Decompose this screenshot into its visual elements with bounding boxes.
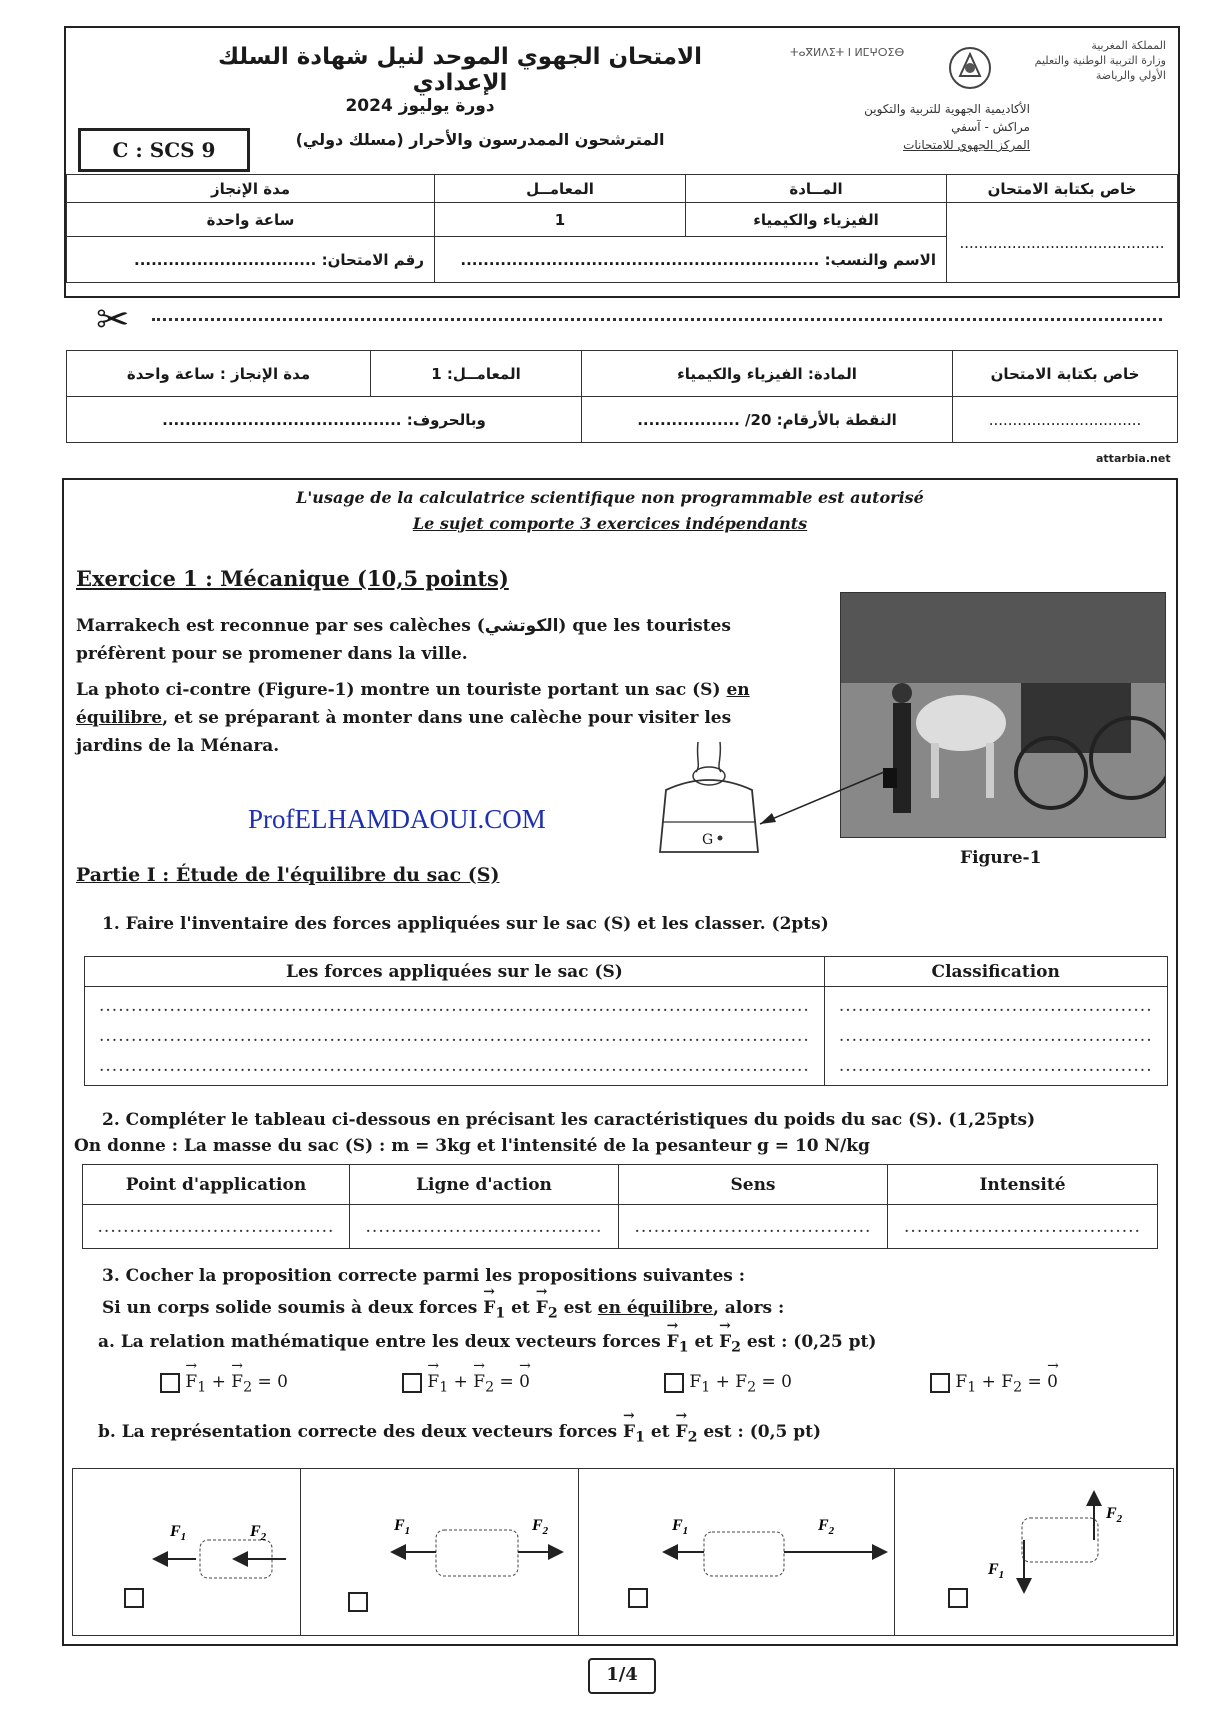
sujet-note: Le sujet comporte 3 exercices indépendants bbox=[412, 514, 808, 533]
opt-a4-zero: → 0 bbox=[1047, 1372, 1058, 1392]
dots-line-5: ................................................. bbox=[838, 1026, 1153, 1046]
f2-sub-a: 2 bbox=[731, 1339, 742, 1356]
opt-a2-eq: = bbox=[494, 1372, 520, 1392]
forces-answer-cell[interactable] bbox=[85, 987, 825, 1086]
opt-a4-f1-s: 1 bbox=[967, 1379, 977, 1396]
reserved-dots: ........................................... bbox=[947, 203, 1178, 283]
opt-a3-f2-l: F bbox=[735, 1372, 748, 1392]
candidates-label: المترشحون الممدرسون والأحرار (مسلك دولي) bbox=[295, 130, 665, 149]
score-digits-field[interactable]: النقطة بالأرقام: 20/ .................. bbox=[582, 397, 953, 443]
action-line-header: Ligne d'action bbox=[350, 1165, 619, 1205]
subject-header: المــادة bbox=[686, 175, 947, 203]
exercise1-title: Exercice 1 : Mécanique (10,5 points) bbox=[76, 566, 509, 591]
cond-a: Si un corps solide soumis à deux forces bbox=[102, 1298, 484, 1318]
checkbox-b4[interactable] bbox=[948, 1588, 968, 1608]
center-label: المركز الجهوي للامتحانات bbox=[903, 138, 1030, 152]
f2-vector-b bbox=[676, 1422, 698, 1445]
academy-label: الأكاديمية الجهوية للتربية والتكوين bbox=[864, 102, 1030, 116]
cond-underlined: en équilibre bbox=[597, 1298, 713, 1318]
d1-f1-label: $F_1$ bbox=[170, 1523, 187, 1543]
diagram-divider-2 bbox=[578, 1468, 579, 1636]
opt-a4-eq: = bbox=[1022, 1372, 1048, 1392]
weight-table bbox=[82, 1164, 1158, 1249]
checkbox-a1[interactable] bbox=[160, 1373, 180, 1393]
direction-header: Sens bbox=[619, 1165, 888, 1205]
diagram-1 bbox=[150, 1512, 290, 1582]
part1-title: Partie I : Étude de l'équilibre du sac (S) bbox=[76, 864, 500, 886]
option-a4[interactable] bbox=[930, 1372, 1058, 1395]
cond-c: , alors : bbox=[712, 1298, 785, 1318]
question-3: 3. Cocher la proposition correcte parmi les propositions suivantes : bbox=[102, 1266, 746, 1286]
opt-a2-f2-l: F bbox=[473, 1372, 486, 1392]
opt-a3-plus: + bbox=[710, 1372, 736, 1392]
classification-header: Classification bbox=[824, 957, 1167, 987]
f1-letter: F bbox=[483, 1298, 496, 1318]
p1-part-b: ) que les touristes préfèrent pour se promener dans la ville. bbox=[76, 616, 731, 664]
application-point-header: Point d'application bbox=[83, 1165, 350, 1205]
score-table bbox=[66, 350, 1178, 443]
checkbox-a2[interactable] bbox=[402, 1373, 422, 1393]
bag-center-label: G bbox=[702, 832, 714, 848]
kingdom-block bbox=[1006, 38, 1166, 83]
exam-code-text: C : SCS 9 bbox=[112, 138, 216, 162]
diagram-2 bbox=[388, 1506, 568, 1582]
caleche-icon bbox=[841, 593, 1165, 837]
opt-a1-f2-l: F bbox=[231, 1372, 244, 1392]
direction-cell[interactable]: ..................................... bbox=[619, 1205, 888, 1249]
opt-a2-f1-s: 1 bbox=[439, 1379, 449, 1396]
opt-a3-f1-s: 1 bbox=[701, 1379, 711, 1396]
d1-f2-label: $F_2$ bbox=[250, 1523, 267, 1543]
page-number-text: 1/4 bbox=[606, 1664, 638, 1685]
question-2: 2. Compléter le tableau ci-dessous en précisant les caractéristiques du poids du sac (S). (1,25pts) bbox=[102, 1110, 1036, 1130]
exam-code bbox=[78, 128, 250, 172]
coef-2: المعامــل: 1 bbox=[371, 351, 582, 397]
cut-line bbox=[152, 318, 1162, 321]
figure-1-photo bbox=[840, 592, 1166, 838]
opt-a4-f2-s: 2 bbox=[1013, 1379, 1023, 1396]
f1-vector bbox=[483, 1298, 505, 1321]
application-point-cell[interactable]: ..................................... bbox=[83, 1205, 350, 1249]
and-2: et bbox=[688, 1332, 720, 1352]
opt-a2-f2-s: 2 bbox=[485, 1379, 495, 1396]
d4-f2-label: $F_2$ bbox=[1106, 1505, 1123, 1525]
ministry-label: وزارة التربية الوطنية والتعليم الأولي والرياضة bbox=[1034, 54, 1166, 82]
opt-a3-eq: = 0 bbox=[756, 1372, 792, 1392]
name-field[interactable]: الاسم والنسب: ............................................................... bbox=[435, 237, 947, 283]
q3b-a: b. La représentation correcte des deux vecteurs forces bbox=[98, 1422, 624, 1442]
f1-sub-a: 1 bbox=[678, 1339, 689, 1356]
opt-a1-f1-l: F bbox=[185, 1372, 198, 1392]
question-3-condition bbox=[102, 1298, 784, 1321]
kingdom-label: المملكة المغربية bbox=[1091, 39, 1166, 52]
opt-a3-f2-s: 2 bbox=[747, 1379, 757, 1396]
duration-value: ساعة واحدة bbox=[67, 203, 435, 237]
opt-a4-f2-l: F bbox=[1001, 1372, 1014, 1392]
p1-part-a: Marrakech est reconnue par ses calèches ( bbox=[76, 616, 485, 636]
watermark: ProfELHAMDAOUI.COM bbox=[248, 804, 546, 834]
f1-sub: 1 bbox=[495, 1305, 506, 1322]
opt-a1-f2-s: 2 bbox=[243, 1379, 253, 1396]
f1-vector-a bbox=[667, 1332, 689, 1355]
ex1-paragraph-1 bbox=[76, 612, 776, 668]
question-3a bbox=[98, 1332, 876, 1355]
tifinagh-label: ⵜⴰⴳⵍⴷⵉⵜ ⵏ ⵍⵎⵖⵔⵉⴱ bbox=[790, 46, 905, 59]
opt-a2-f1-l: F bbox=[427, 1372, 440, 1392]
opt-a4-f1-l: F bbox=[955, 1372, 968, 1392]
duration-header: مدة الإنجاز bbox=[67, 175, 435, 203]
action-line-cell[interactable]: ..................................... bbox=[350, 1205, 619, 1249]
f1-letter-a: F bbox=[666, 1332, 679, 1352]
diagram-divider-3 bbox=[894, 1468, 895, 1636]
forces-table bbox=[84, 956, 1168, 1086]
opt-a3-f1-l: F bbox=[689, 1372, 702, 1392]
diagram-divider-1 bbox=[300, 1468, 301, 1636]
d3-f1-label: $F_1$ bbox=[672, 1517, 689, 1537]
figure-1-caption: Figure-1 bbox=[960, 848, 1042, 868]
p1-arabic: الكوتشي bbox=[484, 616, 559, 636]
opt-a2-f2 bbox=[473, 1372, 494, 1395]
opt-a1-f2 bbox=[231, 1372, 252, 1395]
question-3b bbox=[98, 1422, 821, 1445]
reserved-header: خاص بكتابة الامتحان bbox=[947, 175, 1178, 203]
site-label: attarbia.net bbox=[1096, 452, 1171, 465]
exam-number-field[interactable]: رقم الامتحان: ................................ bbox=[67, 237, 435, 283]
coef-header: المعامــل bbox=[435, 175, 686, 203]
p2-part-b: , et se préparant à monter dans une calèche pour visiter les jardins de la Ménara. bbox=[76, 708, 732, 756]
scissors-icon: ✂ bbox=[96, 297, 130, 343]
diagram-3 bbox=[658, 1506, 888, 1582]
academy-block bbox=[830, 100, 1030, 154]
f2-vector-a bbox=[719, 1332, 741, 1355]
dots-line-3: ............................................................................................................... bbox=[99, 1056, 810, 1076]
figure-arrow bbox=[756, 770, 886, 830]
checkbox-a4[interactable] bbox=[930, 1373, 950, 1393]
and-1: et bbox=[505, 1298, 536, 1318]
f1-vector-b bbox=[623, 1422, 645, 1445]
dots-line-1: ............................................................................................................... bbox=[99, 996, 810, 1016]
diagram-4 bbox=[982, 1488, 1142, 1598]
intensity-header: Intensité bbox=[888, 1165, 1158, 1205]
f2-letter-a: F bbox=[719, 1332, 732, 1352]
d2-f2-label: $F_2$ bbox=[532, 1517, 549, 1537]
q3a-b: est : (0,25 pt) bbox=[741, 1332, 877, 1352]
checkbox-b3[interactable] bbox=[628, 1588, 648, 1608]
f2-sub: 2 bbox=[547, 1305, 558, 1322]
region-label: مراكش - آسفي bbox=[951, 120, 1030, 134]
page-number bbox=[588, 1658, 656, 1694]
f2-letter-b: F bbox=[675, 1422, 688, 1442]
checkbox-b1[interactable] bbox=[124, 1588, 144, 1608]
exam-title: الامتحان الجهوي الموحد لنيل شهادة السلك الإعدادي bbox=[217, 44, 702, 96]
p2-underlined: en équilibre bbox=[76, 680, 750, 728]
option-a2[interactable] bbox=[402, 1372, 530, 1395]
dots-line-2: ............................................................................................................... bbox=[99, 1026, 810, 1046]
info-table bbox=[66, 174, 1178, 283]
reserved-dots-2: ................................ bbox=[953, 397, 1178, 443]
emblem-icon bbox=[944, 42, 996, 94]
classification-answer-cell[interactable] bbox=[824, 987, 1167, 1086]
session-label: دورة يوليوز 2024 bbox=[345, 96, 495, 116]
intensity-cell[interactable]: ..................................... bbox=[888, 1205, 1158, 1249]
subject-value: الفيزياء والكيمياء bbox=[686, 203, 947, 237]
p2-part-a: La photo ci-contre (Figure-1) montre un touriste portant un sac (S) bbox=[76, 680, 727, 700]
forces-header: Les forces appliquées sur le sac (S) bbox=[85, 957, 825, 987]
opt-a2-zero: → 0 bbox=[519, 1372, 530, 1392]
option-a3[interactable] bbox=[664, 1372, 792, 1395]
option-a1[interactable] bbox=[160, 1372, 288, 1395]
q3a-a: a. La relation mathématique entre les deux vecteurs forces bbox=[98, 1332, 667, 1352]
q3b-b: est : (0,5 pt) bbox=[697, 1422, 822, 1442]
dots-line-4: ................................................. bbox=[838, 996, 1153, 1016]
opt-a1-f1-s: 1 bbox=[197, 1379, 207, 1396]
calc-note: L'usage de la calculatrice scientifique non programmable est autorisé bbox=[296, 488, 924, 507]
question-1: 1. Faire l'inventaire des forces appliquées sur le sac (S) et les classer. (2pts) bbox=[102, 914, 829, 934]
duration-2: مدة الإنجاز : ساعة واحدة bbox=[67, 351, 371, 397]
reserved-header-2: خاص بكتابة الامتحان bbox=[953, 351, 1178, 397]
opt-a1-plus: + bbox=[206, 1372, 232, 1392]
f1-sub-b: 1 bbox=[635, 1429, 645, 1446]
f2-sub-b: 2 bbox=[687, 1429, 698, 1446]
coef-value: 1 bbox=[435, 203, 686, 237]
d3-f2-label: $F_2$ bbox=[818, 1517, 835, 1537]
f1-letter-b: F bbox=[623, 1422, 636, 1442]
cond-b: est bbox=[557, 1298, 598, 1318]
checkbox-b2[interactable] bbox=[348, 1592, 368, 1612]
f2-letter: F bbox=[535, 1298, 548, 1318]
d2-f1-label: $F_1$ bbox=[394, 1517, 411, 1537]
checkbox-a3[interactable] bbox=[664, 1373, 684, 1393]
opt-a1-f1 bbox=[185, 1372, 206, 1395]
f2-vector bbox=[536, 1298, 558, 1321]
subject-2: المادة: الفيزياء والكيمياء bbox=[582, 351, 953, 397]
question-2-given: On donne : La masse du sac (S) : m = 3kg et l'intensité de la pesanteur g = 10 N/kg bbox=[74, 1136, 870, 1156]
d4-f1-label: $F_1$ bbox=[988, 1561, 1005, 1581]
opt-a2-plus: + bbox=[448, 1372, 474, 1392]
and-3: et bbox=[644, 1422, 676, 1442]
opt-a4-plus: + bbox=[976, 1372, 1002, 1392]
score-words-field[interactable]: وبالحروف: .......................................... bbox=[67, 397, 582, 443]
dots-line-6: ................................................. bbox=[838, 1056, 1153, 1076]
opt-a2-f1 bbox=[427, 1372, 448, 1395]
opt-a1-eq: = 0 bbox=[252, 1372, 288, 1392]
